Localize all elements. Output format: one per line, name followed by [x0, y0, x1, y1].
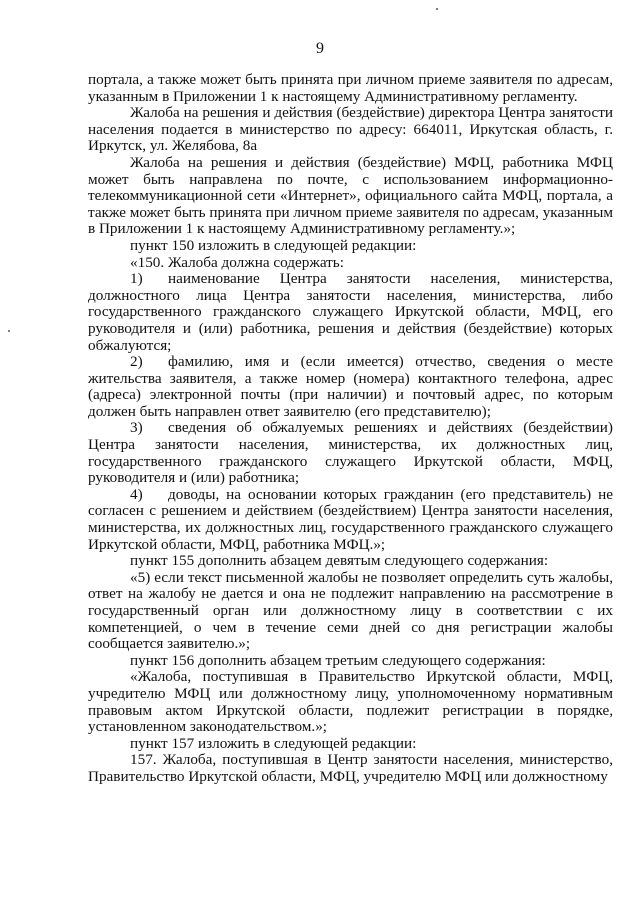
- paragraph-clause-150-heading: «150. Жалоба должна содержать:: [130, 253, 344, 271]
- paragraph-director-complaint: Жалоба на решения и действия (бездействие) директора Центра занятости населения подается в министерство по адресу: 664011, Иркутская область, г. Иркутск, ул. Желябова, 8а: [88, 104, 613, 155]
- list-item-number: 3): [130, 419, 143, 437]
- document-body: [88, 72, 613, 786]
- paragraph-clause-150-intro: пункт 150 изложить в следующей редакции:: [130, 236, 417, 254]
- paragraph-continuation: портала, а также может быть принята при личном приеме заявителя по адресам, указанным в Приложении 1 к настоящему Административному регламенту.: [88, 71, 613, 105]
- list-item: [88, 271, 613, 354]
- list-item-text: фамилию, имя и (если имеется) отчество, сведения о месте жительства заявителя, а также номер (номера) контактного телефона, адрес (адреса) электронной почты (при наличии) и почтовый адрес, по которым должен быть направлен ответ заявителю (его представителю);: [88, 353, 613, 420]
- list-item: [88, 420, 613, 486]
- scan-speck: [8, 330, 10, 332]
- scan-speck: [436, 8, 438, 10]
- paragraph-clause-155-text: «5) если текст письменной жалобы не позволяет определить суть жалобы, ответ на жалобу не дается и она не подлежит направлению на рассмотрение в государственный орган или должностному лицу в соответствии с их компетенцией, о чем в течение семи дней со дня регистрации жалобы сообщается заявителю.»;: [88, 568, 613, 653]
- list-item-number: 4): [130, 485, 143, 503]
- paragraph-clause-156-intro: пункт 156 дополнить абзацем третьим следующего содержания:: [130, 651, 546, 669]
- paragraph-mfc-complaint: Жалоба на решения и действия (бездействие) МФЦ, работника МФЦ может быть направлена по почте, с использованием информационно-телекоммуникационной сети «Интернет», официального сайта МФЦ, портала, а также может быть принята при личном приеме заявителя по адресам, указанным в Приложении 1 к настоящему Административному регламенту.»;: [88, 153, 613, 238]
- list-item-number: 2): [130, 353, 143, 371]
- page-number: 9: [316, 40, 324, 57]
- paragraph-clause-157-text: 157. Жалоба, поступившая в Центр занятости населения, министерство, Правительство Иркутской области, МФЦ, учредителю МФЦ или должностному: [88, 751, 613, 785]
- list-item-text: доводы, на основании которых гражданин (его представитель) не согласен с решением и действием (бездействием) Центра занятости населения, министерства, их должностных лиц, государственного гражданского служащего Иркутской области, МФЦ, работника МФЦ.»;: [88, 485, 613, 553]
- list-item: [88, 354, 613, 420]
- list-item-text: наименование Центра занятости населения, министерства, должностного лица Центра занятости населения, министерства, либо государственного гражданского служащего Иркутской области, МФЦ, его руководителя и (или) работника, решения и действия (бездействие) которых обжалуются;: [88, 270, 613, 354]
- paragraph-clause-157-intro: пункт 157 изложить в следующей редакции:: [130, 734, 417, 752]
- list-item: [88, 487, 613, 553]
- paragraph-clause-155-intro: пункт 155 дополнить абзацем девятым следующего содержания:: [130, 552, 549, 570]
- paragraph-clause-156-text: «Жалоба, поступившая в Правительство Иркутской области, МФЦ, учредителю МФЦ или должностному лицу, уполномоченному нормативным правовым актом Иркутской области, подлежит регистрации в порядке, установленном законодательством.»;: [88, 668, 613, 736]
- list-item-number: 1): [130, 270, 143, 288]
- list-item-text: сведения об обжалуемых решениях и действиях (бездействии) Центра занятости населения, министерства, их должностных лиц, государственного гражданского служащего Иркутской области, МФЦ, руководителя и (или) работника;: [88, 419, 613, 487]
